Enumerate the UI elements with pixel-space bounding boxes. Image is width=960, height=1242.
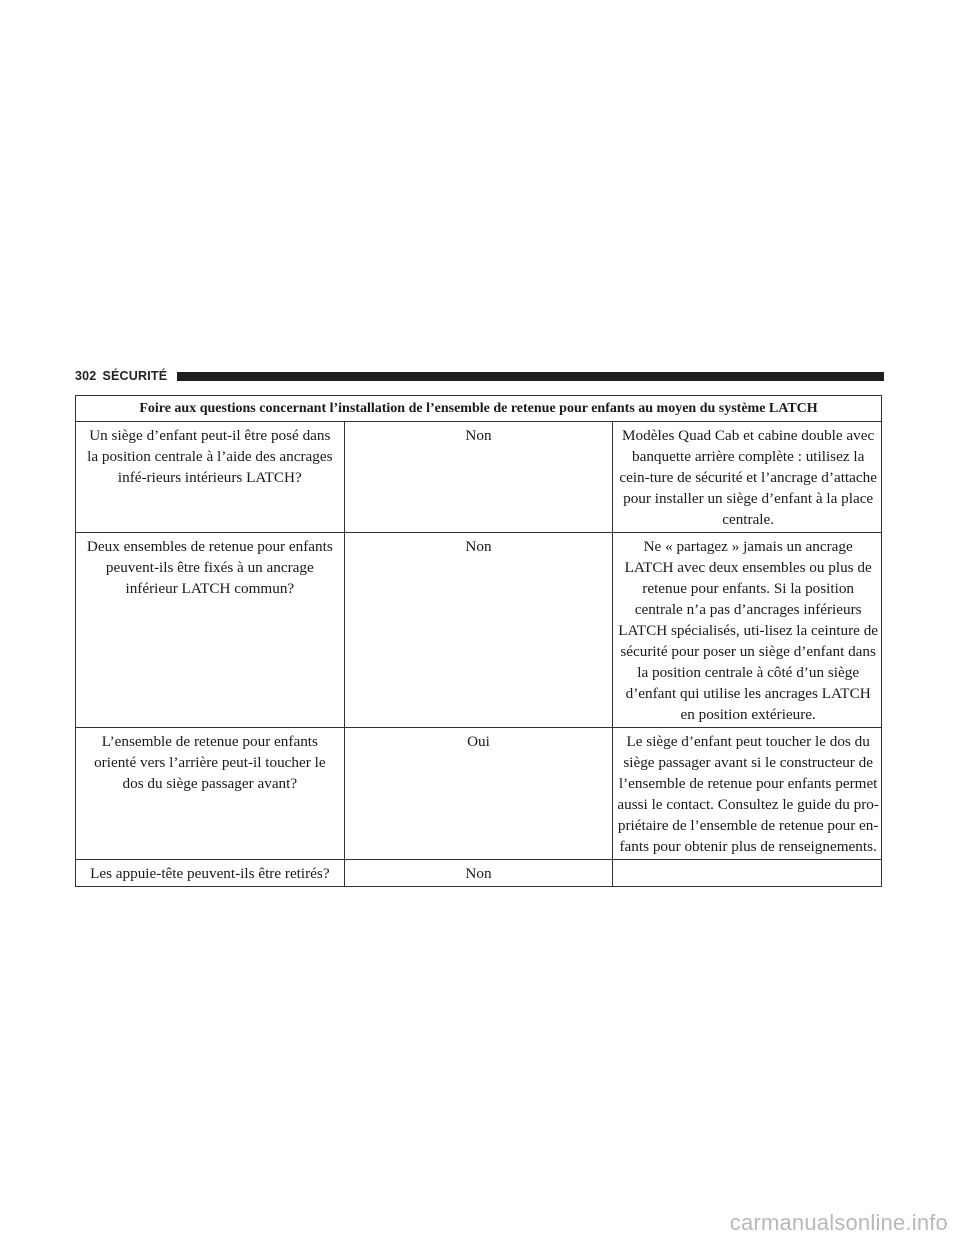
page-number: 302 [75, 369, 97, 383]
answer-cell: Non [344, 422, 613, 533]
table-header-row [76, 396, 882, 422]
section-title: SÉCURITÉ [102, 369, 168, 383]
table-title: Foire aux questions concernant l’installation de l’ensemble de retenue pour enfants au moyen du système LATCH [76, 396, 882, 422]
watermark: carmanualsonline.info [729, 1210, 948, 1235]
faq-table [75, 395, 882, 887]
question-cell: L’ensemble de retenue pour enfants orienté vers l’arrière peut-il toucher le dos du siège passager avant? [76, 728, 345, 860]
comment-cell: Ne « partagez » jamais un ancrage LATCH avec deux ensembles ou plus de retenue pour enfants. Si la position centrale n’a pas d’ancrages inférieurs LATCH spécialisés, uti-lisez la ceinture de sécurité pour poser un siège d’enfant dans la position centrale à côté d’un siège d’enfant qui utilise les ancrages LATCH en position extérieure. [613, 533, 882, 728]
table-row [76, 533, 882, 728]
answer-cell: Non [344, 533, 613, 728]
question-cell: Les appuie-tête peuvent-ils être retirés? [76, 860, 345, 887]
comment-cell [613, 860, 882, 887]
comment-cell: Le siège d’enfant peut toucher le dos du siège passager avant si le constructeur de l’ensemble de retenue pour enfants permet aussi le contact. Consultez le guide du pro-priétaire de l’ensemble de retenue pour en-fants pour obtenir plus de renseignements. [613, 728, 882, 860]
comment-cell: Modèles Quad Cab et cabine double avec banquette arrière complète : utilisez la cein-ture de sécurité et l’ancrage d’attache pour installer un siège d’enfant à la place centrale. [613, 422, 882, 533]
answer-cell: Non [344, 860, 613, 887]
header-rule [177, 372, 884, 381]
table-row [76, 728, 882, 860]
question-cell: Deux ensembles de retenue pour enfants peuvent-ils être fixés à un ancrage inférieur LATCH commun? [76, 533, 345, 728]
answer-cell: Oui [344, 728, 613, 860]
table-row [76, 860, 882, 887]
page-header [75, 366, 884, 386]
question-cell: Un siège d’enfant peut-il être posé dans la position centrale à l’aide des ancrages infé-rieurs intérieurs LATCH? [76, 422, 345, 533]
table-row [76, 422, 882, 533]
